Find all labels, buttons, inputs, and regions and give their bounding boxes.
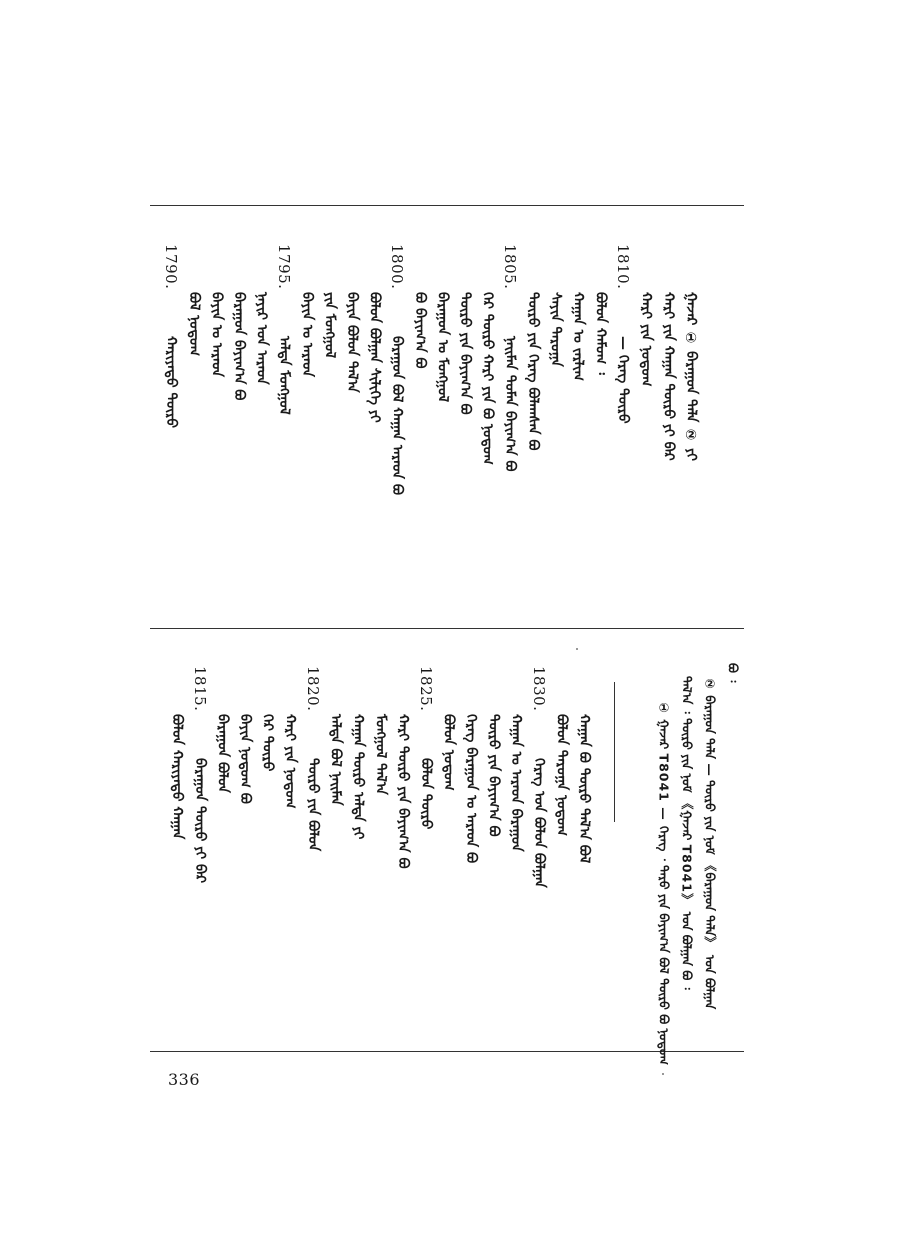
- verse-text: ᠪᠣ ᠪᠠᠶᠢᠭ᠎ᠠ ᠪᠣ: [411, 292, 428, 369]
- verse-text: ᠪᠠᠷᠠᠭᠤᠨ ᠤ ᠮᠣᠩᠭᠣᠯ: [434, 292, 451, 403]
- verse-text: ᠬᠠᠭᠠᠨ ᠤ ᠠᠷᠠᠳ ᠪᠠᠷᠠᠭᠤᠨ: [508, 714, 525, 852]
- verse-text: ᠪᠣᠯᠤᠨ ᠬᠠᠮᠤᠭ ᠄: [592, 292, 609, 375]
- verse-text: ᠪᠣᠯᠤᠨ ᠲᠥᠷᠥ: [417, 758, 434, 830]
- page-number: 336: [168, 1070, 201, 1089]
- verse-text: ᠪᠠᠷᠠᠭᠤᠨ ᠪᠠᠶᠢᠭ᠎ᠠ ᠪᠣ: [231, 292, 247, 401]
- verse-text: ᠬᠡᠷ ᠲᠥᠷᠥ ᠬᠠᠷᠢ ᠶᠢᠨ ᠪᠣ ᠨᠣᠲᠤᠭ: [479, 292, 496, 465]
- footnote-text: ① ᠭᠠᠵᠠᠷ T8041 — ᠬᠡᠷᠡᠭ ᠂ ᠳᠠᠷᠤ ᠶᠢᠨ ᠪᠠᠶᠢᠭ᠎ᠠ ᠪᠣᠯ ᠲᠥᠷᠥ ᠪᠣ ᠨᠣᠲᠤᠭ: [656, 700, 672, 1065]
- verse-text: ᠬᠠᠷᠢᠶᠠᠲᠤ ᠲᠥᠷᠥ: [163, 336, 180, 428]
- speck-1: [576, 648, 578, 650]
- verse-text: ᠬᠡᠷᠡᠭ ᠤᠨ ᠪᠣᠯᠤᠨ ᠪᠣᠯᠭᠠᠨ: [530, 758, 547, 888]
- verse-text: ᠬᠠᠷᠢ ᠶᠢᠨ ᠨᠣᠲᠤᠭ: [282, 714, 299, 809]
- verse-line-number: 1825.: [416, 666, 435, 712]
- verse-line-number: 1790.: [162, 244, 181, 290]
- verse-text: ᠪᠠᠶᠢᠨ ᠪᠣᠯᠤᠨ ᠲᠠᠯ᠎ᠠ: [344, 292, 360, 393]
- verse-text: ᠲᠥᠷᠥ ᠶᠢᠨ ᠪᠣᠯᠤᠨ: [304, 758, 321, 852]
- verse-text: ᠠᠯᠲᠠ ᠪᠣᠯ ᠨᠠᠢᠮᠠᠨ: [327, 714, 344, 806]
- verse-text: ᠪᠣᠯᠤᠨ ᠪᠣᠯᠭᠠᠨ ᠰᠢᠯᠢᠭᠡ ᠶᠢ: [366, 292, 383, 423]
- verse-text: ᠪᠠᠷᠠᠭᠤᠨ ᠲᠥᠷᠥ ᠶᠢ ᠪᠠᠷ: [191, 758, 208, 884]
- middle-rule: [150, 628, 744, 629]
- verse-text: ᠬᠡᠷ ᠲᠥᠷᠥ: [259, 714, 276, 772]
- top-rule: [150, 205, 744, 206]
- verse-text: ᠲᠥᠷᠥ ᠶᠢᠨ ᠪᠠᠶᠢᠭ᠎ᠠ ᠪᠣ: [457, 292, 473, 415]
- verse-text: ᠬᠠᠷᠢ ᠶᠢᠨ ᠨᠣᠲᠤᠭ: [637, 292, 654, 387]
- verse-text: ᠪᠣᠯ ᠨᠣᠲᠤᠭ: [185, 292, 202, 357]
- footnote-separator: [614, 682, 615, 822]
- verse-text: ᠭᠠᠵᠠᠷ ① ᠪᠠᠷᠠᠭᠤᠨ ᠳᠠᠯᠠ ② ᠶᠢ: [683, 292, 699, 462]
- verse-text: ᠬᠠᠭᠠᠨ ᠤ ᠵᠠᠷᠯᠢᠭ: [570, 292, 586, 381]
- speck-2: [662, 1073, 664, 1075]
- verse-text: ᠪᠣᠯᠤᠨ ᠨᠣᠲᠤᠭ: [440, 714, 457, 791]
- verse-text: ᠪᠠᠶᠢᠨ ᠤ ᠠᠷᠠᠳ: [298, 292, 315, 377]
- verse-text: ᠪᠠᠷᠠᠭᠤᠨ ᠪᠣᠯᠤᠨ: [214, 714, 231, 793]
- verse-line-number: 1795.: [275, 244, 294, 290]
- verse-line-number: 1820.: [303, 666, 322, 712]
- verse-text: ᠬᠡᠷᠡᠭ ᠪᠠᠷᠠᠭᠤᠨ ᠤ ᠠᠷᠠᠳ ᠪᠣ: [463, 714, 479, 864]
- verse-line-number: 1805.: [501, 244, 520, 290]
- verse-text: ᠰᠠᠶᠢᠨ ᠳᠠᠷᠤᠭᠠ: [547, 292, 564, 367]
- verse-text: ᠮᠣᠩᠭᠣᠯ ᠲᠠᠯ᠎ᠠ: [372, 714, 389, 795]
- bottom-rule: [150, 1051, 744, 1052]
- verse-text: ᠪᠣᠯᠤᠨ ᠳᠠᠷᠤᠭᠠ ᠨᠣᠲᠤᠭ: [553, 714, 570, 836]
- verse-text: ᠪᠠᠷᠠᠭᠤᠨ ᠪᠣᠯ ᠬᠠᠭᠠᠨ ᠠᠷᠠᠳ ᠪᠣ: [389, 336, 406, 496]
- verse-text: ᠪᠠᠶᠢᠨ ᠨᠣᠲᠤᠭ ᠪᠣ: [237, 714, 253, 804]
- verse-text: ᠬᠠᠷᠢ ᠲᠥᠷᠥ ᠶᠢᠨ ᠪᠠᠶᠢᠭ᠎ᠠ ᠪᠣ: [395, 714, 412, 869]
- verse-text: ᠨᠠᠢᠮᠠᠨ ᠲᠤᠮᠡᠨ ᠪᠠᠶᠢᠭ᠎ᠠ ᠪᠣ: [502, 336, 519, 472]
- verse-text: ᠬᠠᠭᠠᠨ ᠪᠣ ᠲᠥᠷᠥ ᠲᠠᠯ᠎ᠠ ᠪᠣᠯ: [576, 714, 592, 864]
- verse-text: — ᠬᠡᠷᠡᠭ ᠲᠥᠷᠥ: [615, 336, 632, 424]
- verse-text: ᠶᠢᠨ ᠮᠣᠩᠭᠣᠯ: [321, 292, 338, 359]
- verse-text: ᠬᠠᠭᠠᠨ ᠲᠥᠷᠥ ᠠᠯᠲᠠ ᠶᠢ: [350, 714, 366, 840]
- verse-text: ᠲᠥᠷᠥ ᠶᠢᠨ ᠪᠠᠶᠢᠭ᠎ᠠ ᠪᠣ: [485, 714, 502, 837]
- verse-text: ᠪᠠᠶᠢᠨ ᠤ ᠠᠷᠠᠳ: [208, 292, 225, 377]
- verse-text: ᠨᠠᠶᠢᠷ ᠤᠨ ᠠᠷᠠᠳ: [253, 292, 270, 385]
- verse-line-number: 1810.: [614, 244, 633, 290]
- verse-line-number: 1815.: [190, 666, 209, 712]
- verse-text: ᠲᠥᠷᠥ ᠶᠢᠨ ᠬᠡᠷᠡᠭ ᠪᠣᠯᠠᠭᠰᠠᠨ ᠪᠣ: [524, 292, 541, 451]
- verse-line-number: 1830.: [529, 666, 548, 712]
- footnote-text: ② ᠪᠠᠷᠠᠭᠤᠨ ᠳᠠᠯᠠ — ᠲᠥᠷᠥ ᠶᠢᠨ ᠨᠣᠮ 《ᠪᠠᠷᠠᠭᠤᠨ ᠳᠠᠯᠠ》 ᠤᠨ ᠪᠣᠯᠭᠠᠨ: [702, 676, 718, 1010]
- footnote-text: ᠪᠣ ᠄: [725, 663, 741, 683]
- footnote-text: ᠲᠠᠯ᠎ᠠ ᠄ ᠲᠥᠷᠥ ᠶᠢᠨ ᠨᠣᠮ 《ᠭᠠᠵᠠᠷ T8041》 ᠤᠨ ᠪᠣᠯᠭᠠᠨ ᠪᠣ ᠄: [679, 676, 695, 990]
- verse-text: ᠪᠣᠯᠤᠨ ᠬᠠᠷᠢᠶᠠᠲᠤ ᠬᠠᠭᠠᠨ: [169, 714, 186, 840]
- verse-text: ᠬᠠᠷᠢ ᠶᠢᠨ ᠬᠠᠭᠠᠨ ᠲᠥᠷᠥ ᠶᠢ ᠪᠠᠷ: [660, 292, 677, 461]
- verse-text: ᠠᠯᠲᠠ ᠮᠣᠩᠭᠣᠯ: [276, 336, 293, 415]
- verse-line-number: 1800.: [388, 244, 407, 290]
